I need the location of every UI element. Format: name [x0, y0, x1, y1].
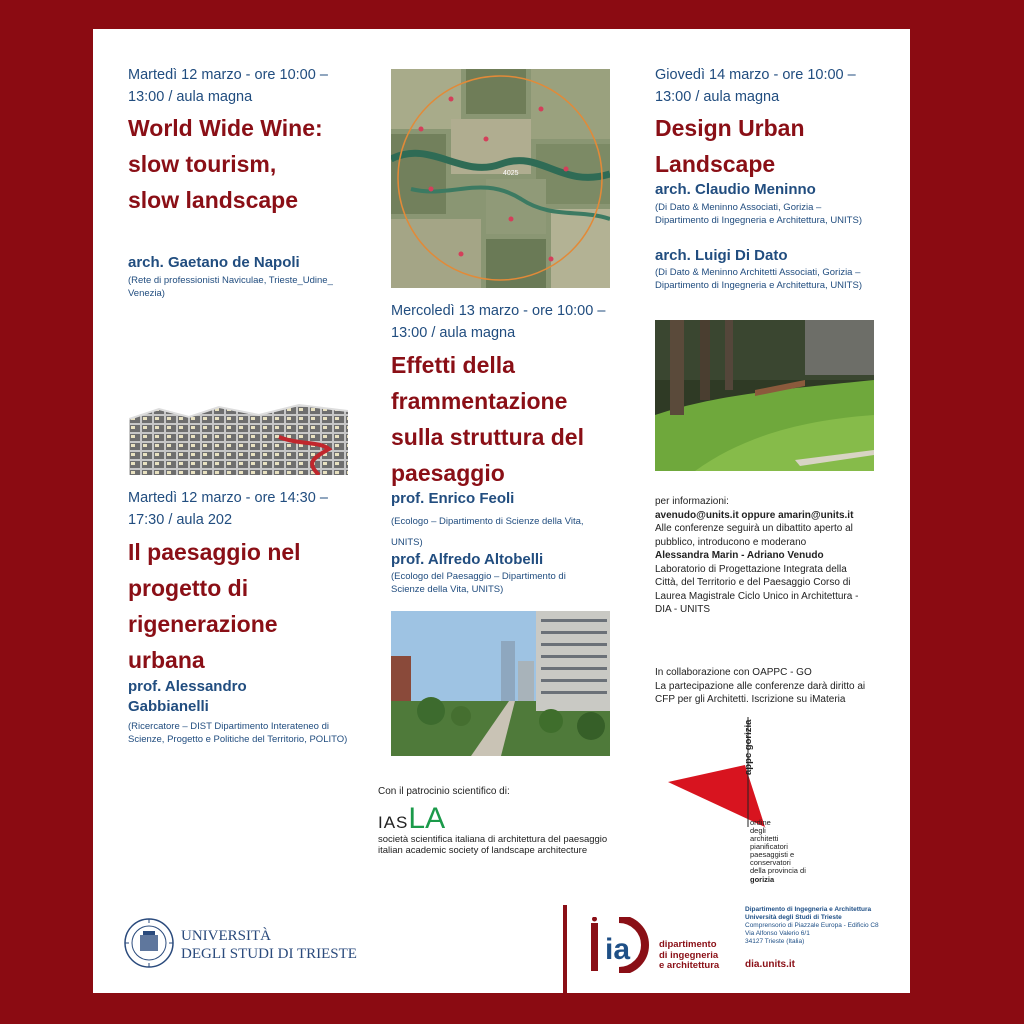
website-link[interactable]: dia.units.it: [745, 959, 795, 970]
event3-title: Effetti della frammentazione sulla struttura del paesaggio: [391, 352, 584, 486]
event3-speaker1: prof. Enrico Feoli: [391, 490, 515, 507]
event4-affiliation1: (Di Dato & Meninno Associati, Gorizia – Dipartimento di Ingegneria e Architettura, UNITS): [655, 202, 862, 226]
iasla-logo-ias: IAS: [378, 813, 409, 832]
dia-logo-ia: ia: [605, 933, 631, 966]
info-text2: Laboratorio di Progettazione Integrata della Città, del Territorio e del Paesaggio Corso di Laurea Magistrale Ciclo Unico in Architettura - DIA - UNITS: [655, 563, 859, 615]
appc-text-line: pianificatori: [750, 842, 788, 851]
event1-title: World Wide Wine: slow tourism, slow landscape: [128, 115, 323, 213]
event1-date: Martedì 12 marzo - ore 10:00 – 13:00 / aula magna: [128, 67, 328, 105]
event4-speaker1: arch. Claudio Meninno: [655, 181, 816, 198]
photo-stacked-images: [129, 379, 348, 475]
appc-logo: [663, 717, 833, 887]
appc-vertical-label: appc gorizia: [743, 719, 754, 775]
event3-affiliation2: (Ecologo del Paesaggio – Dipartimento di Scienze della Vita, UNITS): [391, 571, 566, 595]
appc-text-line: conservatori: [750, 858, 791, 867]
event4-speaker2: arch. Luigi Di Dato: [655, 247, 788, 264]
university-name-line2: DEGLI STUDI DI TRIESTE: [181, 946, 357, 962]
iasla-logo: [378, 802, 638, 862]
photo-garden: [655, 320, 874, 471]
photo-urban-park: [391, 611, 610, 756]
event2-title: Il paesaggio nel progetto di rigenerazione urbana: [128, 539, 301, 673]
collab-block: [655, 666, 875, 707]
info-block: [655, 495, 870, 617]
dia-name-line2: di ingegneria: [659, 949, 719, 961]
poster-sheet: [93, 29, 910, 993]
address-line1: Dipartimento di Ingegneria e Architettura: [745, 906, 872, 913]
address-line4: Via Alfonso Valerio 6/1: [745, 930, 810, 937]
patronage-intro: Con il patrocinio scientifico di:: [378, 786, 510, 797]
dia-name-line1: dipartimento: [659, 939, 717, 950]
event2-affiliation: (Ricercatore – DIST Dipartimento Interateneo di Scienze, Progetto e Politiche del Territorio, POLITO): [128, 721, 348, 745]
appc-text-line: architetti: [750, 834, 779, 843]
event3-speaker2: prof. Alfredo Altobelli: [391, 551, 544, 568]
event3-date: Mercoledì 13 marzo - ore 10:00 – 13:00 / aula magna: [391, 303, 606, 341]
footer-divider: [563, 905, 567, 993]
dia-name: [659, 940, 719, 972]
event1-affiliation: (Rete di professionisti Naviculae, Trieste_Udine_ Venezia): [128, 275, 333, 299]
iasla-line2: italian academic society of landscape architecture: [378, 845, 588, 856]
event1-speaker: arch. Gaetano de Napoli: [128, 254, 300, 271]
appc-gorizia: gorizia: [750, 875, 775, 884]
event4-affiliation2: (Di Dato & Meninno Architetti Associati, Gorizia – Dipartimento di Ingegneria e Architettura, UNITS): [655, 267, 862, 291]
iasla-line1: società scientifica italiana di architettura del paesaggio: [378, 834, 608, 845]
university-name-line1: UNIVERSITÀ: [181, 928, 271, 944]
appc-text: [750, 819, 806, 875]
address-line2: Università degli Studi di Trieste: [745, 914, 842, 921]
appc-text-line: degli: [750, 826, 766, 835]
info-text1: Alle conferenze seguirà un dibattito aperto al pubblico, introducono e moderano: [655, 523, 853, 548]
map-label: 4025: [503, 170, 519, 177]
photo-aerial-map: [391, 69, 610, 288]
iasla-logo-la: LA: [408, 802, 446, 835]
event3-affiliation1: (Ecologo – Dipartimento di Scienze della Vita, UNITS): [391, 516, 584, 548]
dia-logo: [591, 917, 655, 973]
address-line3: Comprensorio di Piazzale Europa - Edificio C8: [745, 922, 879, 929]
collab-line1: In collaborazione con OAPPC - GO: [655, 667, 812, 678]
appc-text-line: paesaggisti e: [750, 850, 795, 859]
collab-line2: La partecipazione alle conferenze darà diritto ai CFP per gli Architetti. Iscrizione su iMateria: [655, 680, 866, 705]
dia-name-line3: e architettura: [659, 960, 720, 971]
university-seal-icon: [123, 917, 175, 969]
event4-date: Giovedì 14 marzo - ore 10:00 – 13:00 / aula magna: [655, 67, 856, 105]
info-moderators: Alessandra Marin - Adriano Venudo: [655, 550, 824, 561]
event2-date: Martedì 12 marzo - ore 14:30 – 17:30 / aula 202: [128, 490, 328, 528]
address-line5: 34127 Trieste (Italia): [745, 938, 805, 945]
university-name: [181, 927, 357, 963]
appc-text-line: della provincia di: [750, 866, 806, 875]
address-block: [745, 906, 905, 946]
info-label: per informazioni:: [655, 496, 729, 507]
info-emails[interactable]: avenudo@units.it oppure amarin@units.it: [655, 509, 854, 521]
event2-speaker: prof. Alessandro Gabbianelli: [128, 678, 247, 715]
appc-text-line: ordine: [750, 818, 771, 827]
event4-title: Design Urban Landscape: [655, 115, 805, 177]
